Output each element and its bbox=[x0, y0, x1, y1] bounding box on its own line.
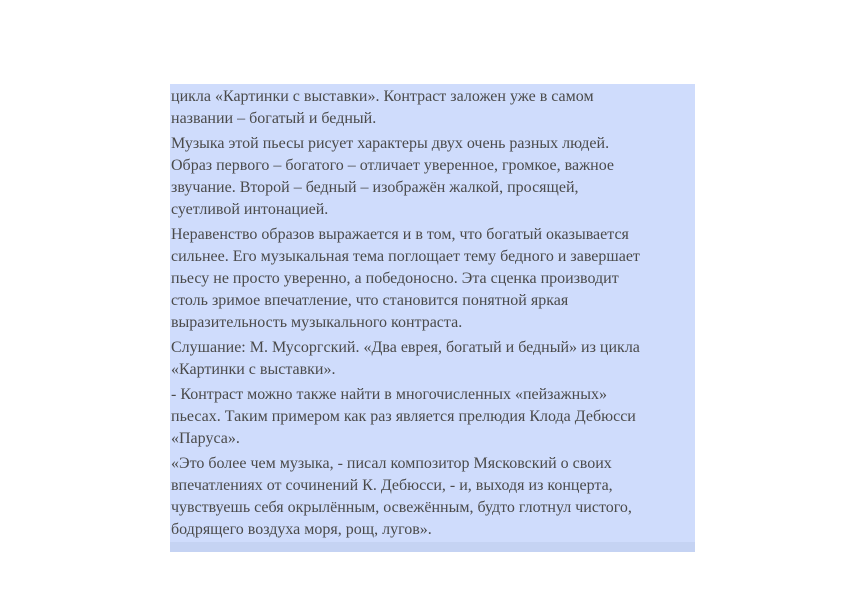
text-block bbox=[170, 84, 695, 552]
text-line: «Это более чем музыка, - писал композитор Мясковский о своих bbox=[171, 455, 612, 472]
text-line: «Паруса». bbox=[171, 430, 240, 447]
text-line: «Картинки с выставки». bbox=[171, 361, 336, 378]
text-line: Музыка этой пьесы рисует характеры двух очень разных людей. bbox=[171, 135, 610, 152]
text-line: Неравенство образов выражается и в том, что богатый оказывается bbox=[171, 226, 629, 243]
text-line: впечатлениях от сочинений К. Дебюсси, - и, выходя из концерта, bbox=[171, 477, 613, 494]
paragraph-2 bbox=[171, 133, 693, 221]
text-line: звучание. Второй – бедный – изображён жалкой, просящей, bbox=[171, 179, 579, 196]
text-line: пьесах. Таким примером как раз является прелюдия Клода Дебюсси bbox=[171, 408, 636, 425]
text-line: сильнее. Его музыкальная тема поглощает тему бедного и завершает bbox=[171, 248, 640, 265]
paragraph-4 bbox=[171, 337, 693, 381]
text-line: названии – богатый и бедный. bbox=[171, 110, 377, 127]
text-line: бодрящего воздуха моря, рощ, лугов». bbox=[171, 521, 432, 538]
paragraph-1 bbox=[171, 86, 693, 130]
paragraph-6 bbox=[171, 453, 693, 541]
text-line: выразительность музыкального контраста. bbox=[171, 314, 463, 331]
text-line: Образ первого – богатого – отличает уверенное, громкое, важное bbox=[171, 157, 614, 174]
paragraph-3 bbox=[171, 224, 693, 334]
text-line: суетливой интонацией. bbox=[171, 201, 329, 218]
text-line: цикла «Картинки с выставки». Контраст заложен уже в самом bbox=[171, 88, 594, 105]
text-line: Слушание: М. Мусоргский. «Два еврея, богатый и бедный» из цикла bbox=[171, 339, 640, 356]
text-line: пьесу не просто уверенно, а победоносно. Эта сценка производит bbox=[171, 270, 619, 287]
text-line: столь зримое впечатление, что становится понятной яркая bbox=[171, 292, 569, 309]
text-line: чувствуешь себя окрылённым, освежённым, будто глотнул чистого, bbox=[171, 499, 632, 516]
text-line: - Контраст можно также найти в многочисленных «пейзажных» bbox=[171, 386, 607, 403]
paragraph-5 bbox=[171, 384, 693, 450]
